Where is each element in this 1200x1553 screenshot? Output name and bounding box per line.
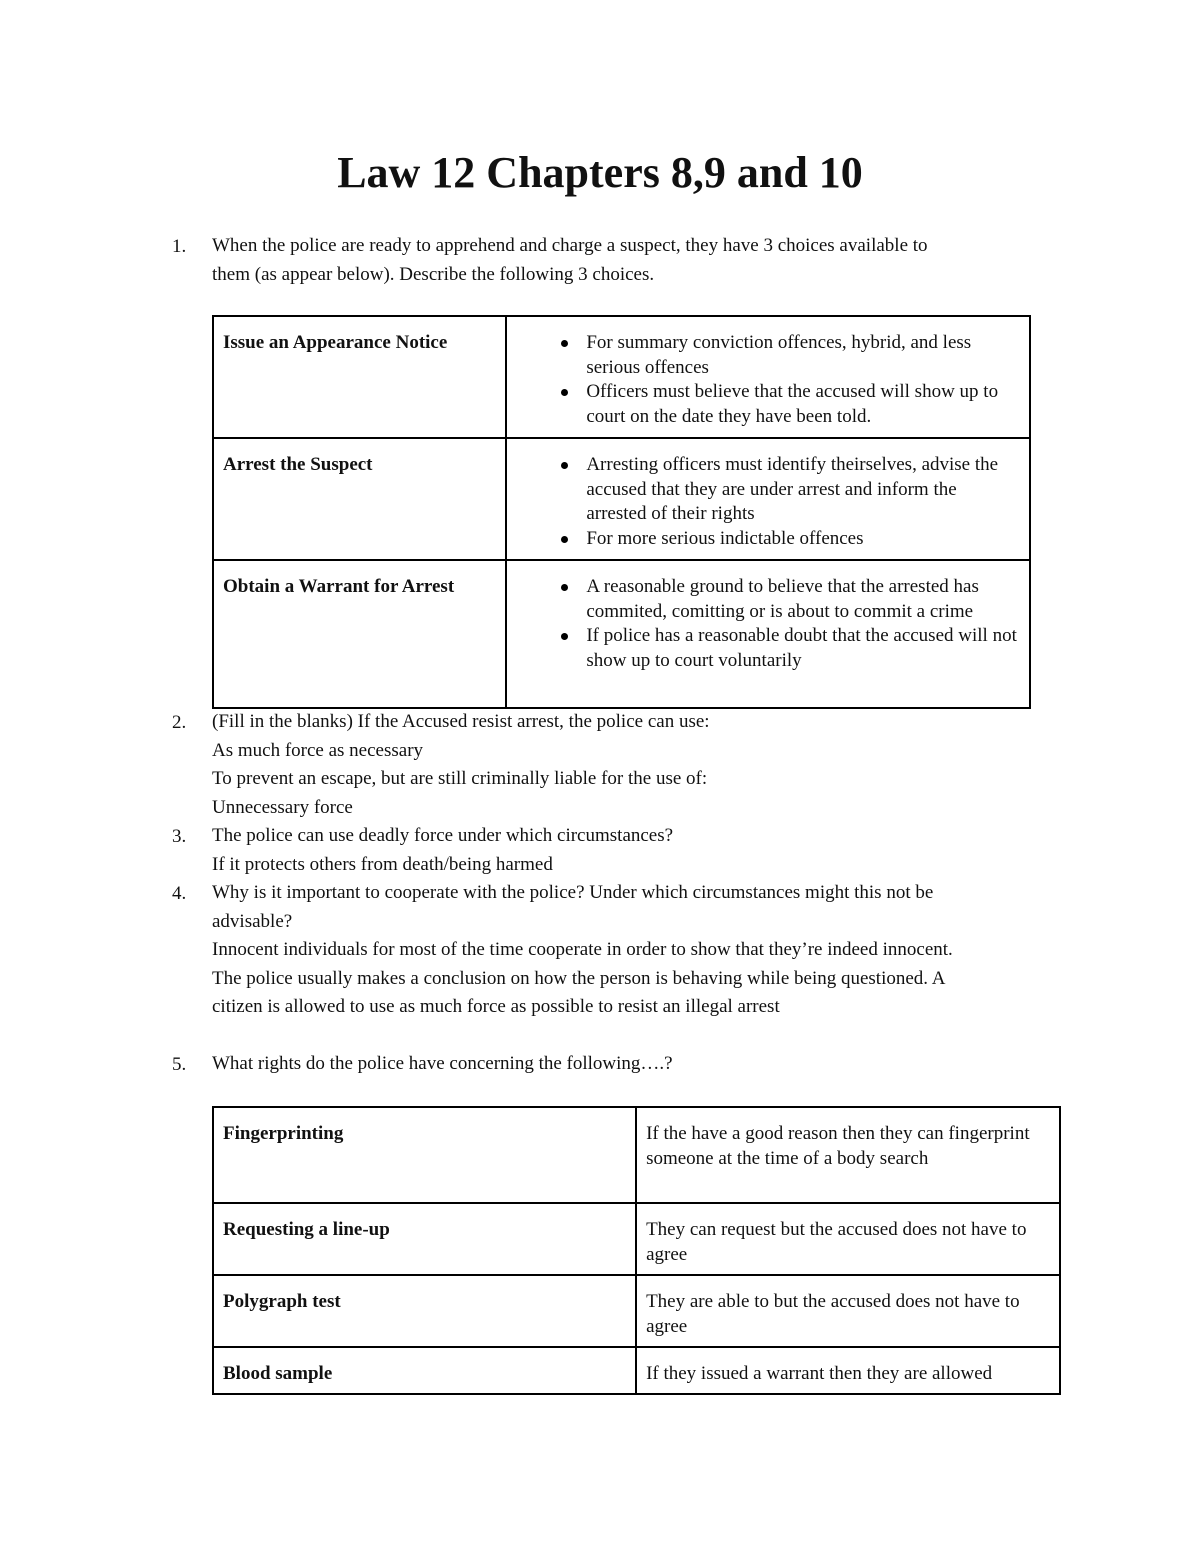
question-4-line: Why is it important to cooperate with the police? Under which circumstances might this not be xyxy=(212,882,934,903)
choice-label: Arrest the Suspect xyxy=(213,438,506,560)
table-row xyxy=(213,316,1030,438)
question-2-line: To prevent an escape, but are still criminally liable for the use of: xyxy=(212,768,708,789)
answer-line: As much force as necessary xyxy=(212,739,424,761)
answer-line: Innocent individuals for most of the time cooperate in order to show that they’re indeed innocent. xyxy=(212,939,953,960)
question-4-line: advisable? xyxy=(212,910,293,932)
choice-label: Issue an Appearance Notice xyxy=(213,316,506,438)
question-1-line: them (as appear below). Describe the following 3 choices. xyxy=(212,263,655,285)
question-3-number: 3. xyxy=(172,826,187,847)
question-2-line: (Fill in the blanks) If the Accused resist arrest, the police can use: xyxy=(212,711,710,732)
table-row xyxy=(213,438,1030,560)
table-row xyxy=(213,1107,1060,1203)
question-4-text xyxy=(212,879,1072,1022)
right-description: If the have a good reason then they can fingerprint someone at the time of a body search xyxy=(636,1107,1060,1203)
question-2-number: 2. xyxy=(172,712,187,733)
answer-line: If it protects others from death/being harmed xyxy=(212,853,553,875)
right-label: Polygraph test xyxy=(213,1275,636,1347)
question-5-line: What rights do the police have concerning the following….? xyxy=(212,1053,673,1074)
table-row xyxy=(213,560,1030,708)
choice-label: Obtain a Warrant for Arrest xyxy=(213,560,506,708)
bullet-item: For more serious indictable offences xyxy=(516,527,1019,552)
answer-line: citizen is allowed to use as much force as possible to resist an illegal arrest xyxy=(212,996,780,1017)
right-label: Requesting a line-up xyxy=(213,1203,636,1275)
answer-line: The police usually makes a conclusion on how the person is behaving while being questioned. A xyxy=(212,967,946,989)
bullet-item: If police has a reasonable doubt that the accused will not show up to court voluntarily xyxy=(516,624,1019,673)
question-1-line: When the police are ready to apprehend and charge a suspect, they have 3 choices available to xyxy=(212,235,928,256)
police-rights-table xyxy=(212,1106,1061,1395)
right-label: Blood sample xyxy=(213,1347,636,1394)
question-1-number: 1. xyxy=(172,236,187,257)
bullet-item: Arresting officers must identify theirselves, advise the accused that they are under arrest and inform the arrested of their rights xyxy=(516,453,1019,527)
choice-description xyxy=(506,560,1030,708)
bullet-item: A reasonable ground to believe that the arrested has commited, comitting or is about to commit a crime xyxy=(516,575,1019,624)
right-description: They are able to but the accused does not have to agree xyxy=(636,1275,1060,1347)
bullet-item: Officers must believe that the accused will show up to court on the date they have been told. xyxy=(516,380,1019,429)
question-1-text xyxy=(212,232,1072,289)
question-3-text xyxy=(212,822,1072,879)
question-5-text xyxy=(212,1050,1072,1079)
right-label: Fingerprinting xyxy=(213,1107,636,1203)
bullet-item: For summary conviction offences, hybrid, and less serious offences xyxy=(516,331,1019,380)
table-row xyxy=(213,1347,1060,1394)
page-title: Law 12 Chapters 8,9 and 10 xyxy=(337,148,863,197)
table-row xyxy=(213,1275,1060,1347)
arrest-choices-table xyxy=(212,315,1031,709)
question-3-line: The police can use deadly force under which circumstances? xyxy=(212,825,674,846)
choice-description xyxy=(506,316,1030,438)
question-2-text xyxy=(212,708,1072,822)
choice-description xyxy=(506,438,1030,560)
question-4-number: 4. xyxy=(172,883,187,904)
right-description: If they issued a warrant then they are allowed xyxy=(636,1347,1060,1394)
table-row xyxy=(213,1203,1060,1275)
answer-line: Unnecessary force xyxy=(212,796,353,818)
question-5-number: 5. xyxy=(172,1054,187,1075)
right-description: They can request but the accused does not have to agree xyxy=(636,1203,1060,1275)
